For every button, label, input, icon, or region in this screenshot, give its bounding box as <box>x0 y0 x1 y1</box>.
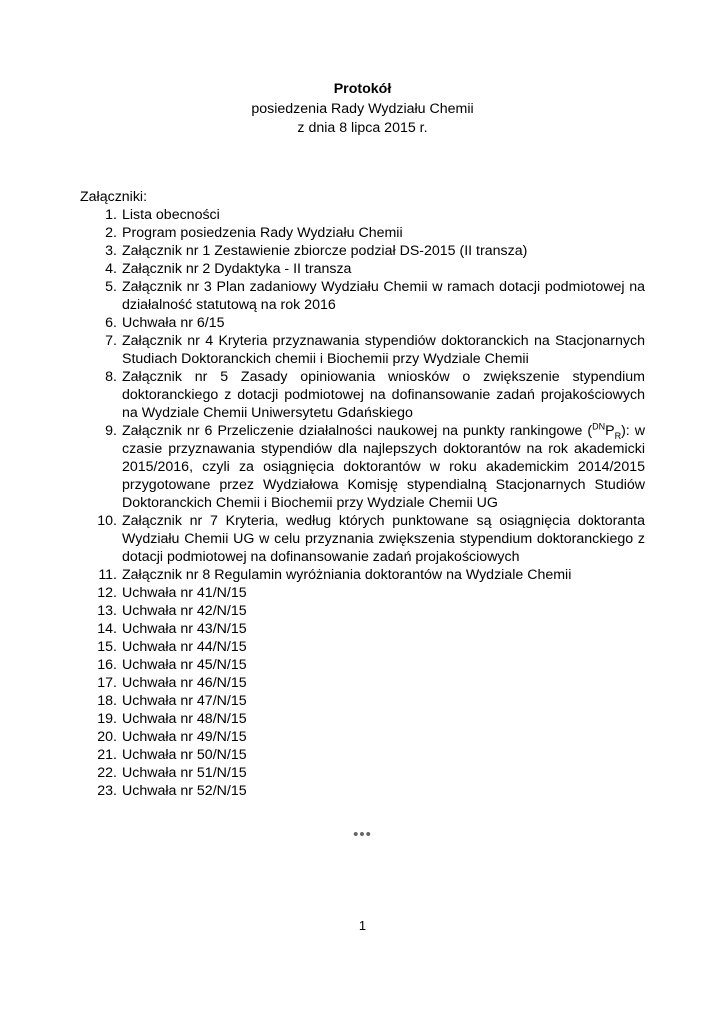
list-item <box>80 278 645 314</box>
item-number: 9. <box>105 423 117 439</box>
list-item <box>80 566 645 584</box>
item-number: 20. <box>97 729 117 745</box>
list-item <box>80 656 645 674</box>
item-text: Uchwała nr 42/N/15 <box>122 603 247 619</box>
item-number: 18. <box>97 693 117 709</box>
item-text: Załącznik nr 2 Dydaktyka - II transza <box>122 261 352 277</box>
item-number: 19. <box>97 711 117 727</box>
item-number: 23. <box>97 783 117 799</box>
item-number: 5. <box>105 279 117 295</box>
list-item <box>80 782 645 800</box>
list-item <box>80 332 645 368</box>
item-number: 6. <box>105 315 117 331</box>
item-number: 14. <box>97 621 117 637</box>
item-text: Lista obecności <box>122 207 220 223</box>
item-text: Uchwała nr 52/N/15 <box>122 783 247 799</box>
item-number: 17. <box>97 675 117 691</box>
item-number: 16. <box>97 657 117 673</box>
item-number: 15. <box>97 639 117 655</box>
list-item <box>80 206 645 224</box>
item-text: Uchwała nr 49/N/15 <box>122 729 247 745</box>
list-item <box>80 602 645 620</box>
list-item <box>80 242 645 260</box>
list-item <box>80 314 645 332</box>
symbol-p: P <box>605 423 615 439</box>
list-item <box>80 620 645 638</box>
item-text: Uchwała nr 48/N/15 <box>122 711 247 727</box>
document-title: Protokół <box>333 81 392 97</box>
list-item <box>80 422 645 512</box>
document-date: z dnia 8 lipca 2015 r. <box>297 120 428 136</box>
document-subtitle: posiedzenia Rady Wydziału Chemii <box>251 100 474 117</box>
attachments-label: Załączniki: <box>80 189 148 205</box>
item-text: Załącznik nr 3 Plan zadaniowy Wydziału Chemii w ramach dotacji podmiotowej na działalność statutową na rok 2016 <box>122 279 645 313</box>
item-number: 10. <box>97 513 117 529</box>
list-item <box>80 692 645 710</box>
item-text: Uchwała nr 43/N/15 <box>122 621 247 637</box>
item-text: Załącznik nr 7 Kryteria, według których punktowane są osiągnięcia doktoranta Wydziału Chemii UG w celu przyznania zwiększenia stypendium doktoranckiego z dotacji podmiotowej na dofinansowanie zadań projakościowych <box>122 513 645 565</box>
list-item <box>80 224 645 242</box>
item-number: 22. <box>97 765 117 781</box>
list-item <box>80 674 645 692</box>
item-number: 4. <box>105 261 117 277</box>
item-text: Program posiedzenia Rady Wydziału Chemii <box>122 225 403 241</box>
item-number: 13. <box>97 603 117 619</box>
item-number: 1. <box>105 207 117 223</box>
item-number: 12. <box>97 585 117 601</box>
item-number: 21. <box>97 747 117 763</box>
list-item <box>80 368 645 422</box>
list-item <box>80 512 645 566</box>
item-text: Załącznik nr 5 Zasady opiniowania wniosków o zwiększenie stypendium doktoranckiego z dotacji podmiotowej na dofinansowanie zadań projakościowych na Wydziale Chemii Uniwersytetu Gdańskiego <box>122 369 645 421</box>
item-number: 2. <box>105 225 117 241</box>
item-number: 7. <box>105 333 117 349</box>
list-item <box>80 746 645 764</box>
list-item <box>80 710 645 728</box>
list-item <box>80 260 645 278</box>
list-item <box>80 728 645 746</box>
subscript-r: R <box>614 430 622 441</box>
item-text: Uchwała nr 50/N/15 <box>122 747 247 763</box>
document-header <box>0 80 725 139</box>
list-item <box>80 584 645 602</box>
item-number: 8. <box>105 369 117 385</box>
item-text: Załącznik nr 1 Zestawienie zbiorcze podział DS-2015 (II transza) <box>122 243 528 259</box>
superscript-dn: DN <box>592 421 606 432</box>
item-text: Uchwała nr 44/N/15 <box>122 639 247 655</box>
page-number: 1 <box>358 918 367 933</box>
section-separator: ••• <box>353 826 372 843</box>
item-text: Uchwała nr 6/15 <box>122 315 225 331</box>
item-text: Uchwała nr 51/N/15 <box>122 765 247 781</box>
item-number: 3. <box>105 243 117 259</box>
list-item <box>80 764 645 782</box>
item-text-before: Załącznik nr 6 Przeliczenie działalności naukowej na punkty rankingowe ( <box>122 423 593 439</box>
item-text: Uchwała nr 45/N/15 <box>122 657 247 673</box>
item-text: Załącznik nr 8 Regulamin wyróżniania doktorantów na Wydziale Chemii <box>122 567 572 583</box>
item-text: Uchwała nr 41/N/15 <box>122 585 247 601</box>
item-text: Uchwała nr 46/N/15 <box>122 675 247 691</box>
attachments-list <box>80 206 645 800</box>
item-text: Załącznik nr 4 Kryteria przyznawania stypendiów doktoranckich na Stacjonarnych Studiach Doktoranckich chemii i Biochemii przy Wydziale Chemii <box>122 333 645 367</box>
list-item <box>80 638 645 656</box>
item-number: 11. <box>98 567 117 583</box>
item-text: Uchwała nr 47/N/15 <box>122 693 247 709</box>
item-text-after: ): w czasie przyznawania stypendiów dla najlepszych doktorantów na rok akademicki 2015/2016, czyli za osiągnięcia doktorantów w roku akademickim 2014/2015 przygotowane przez Wydziałowa Komisję stypendialną Stacjonarnych Studiów Doktoranckich Chemii i Biochemii przy Wydziale Chemii UG <box>122 423 645 511</box>
